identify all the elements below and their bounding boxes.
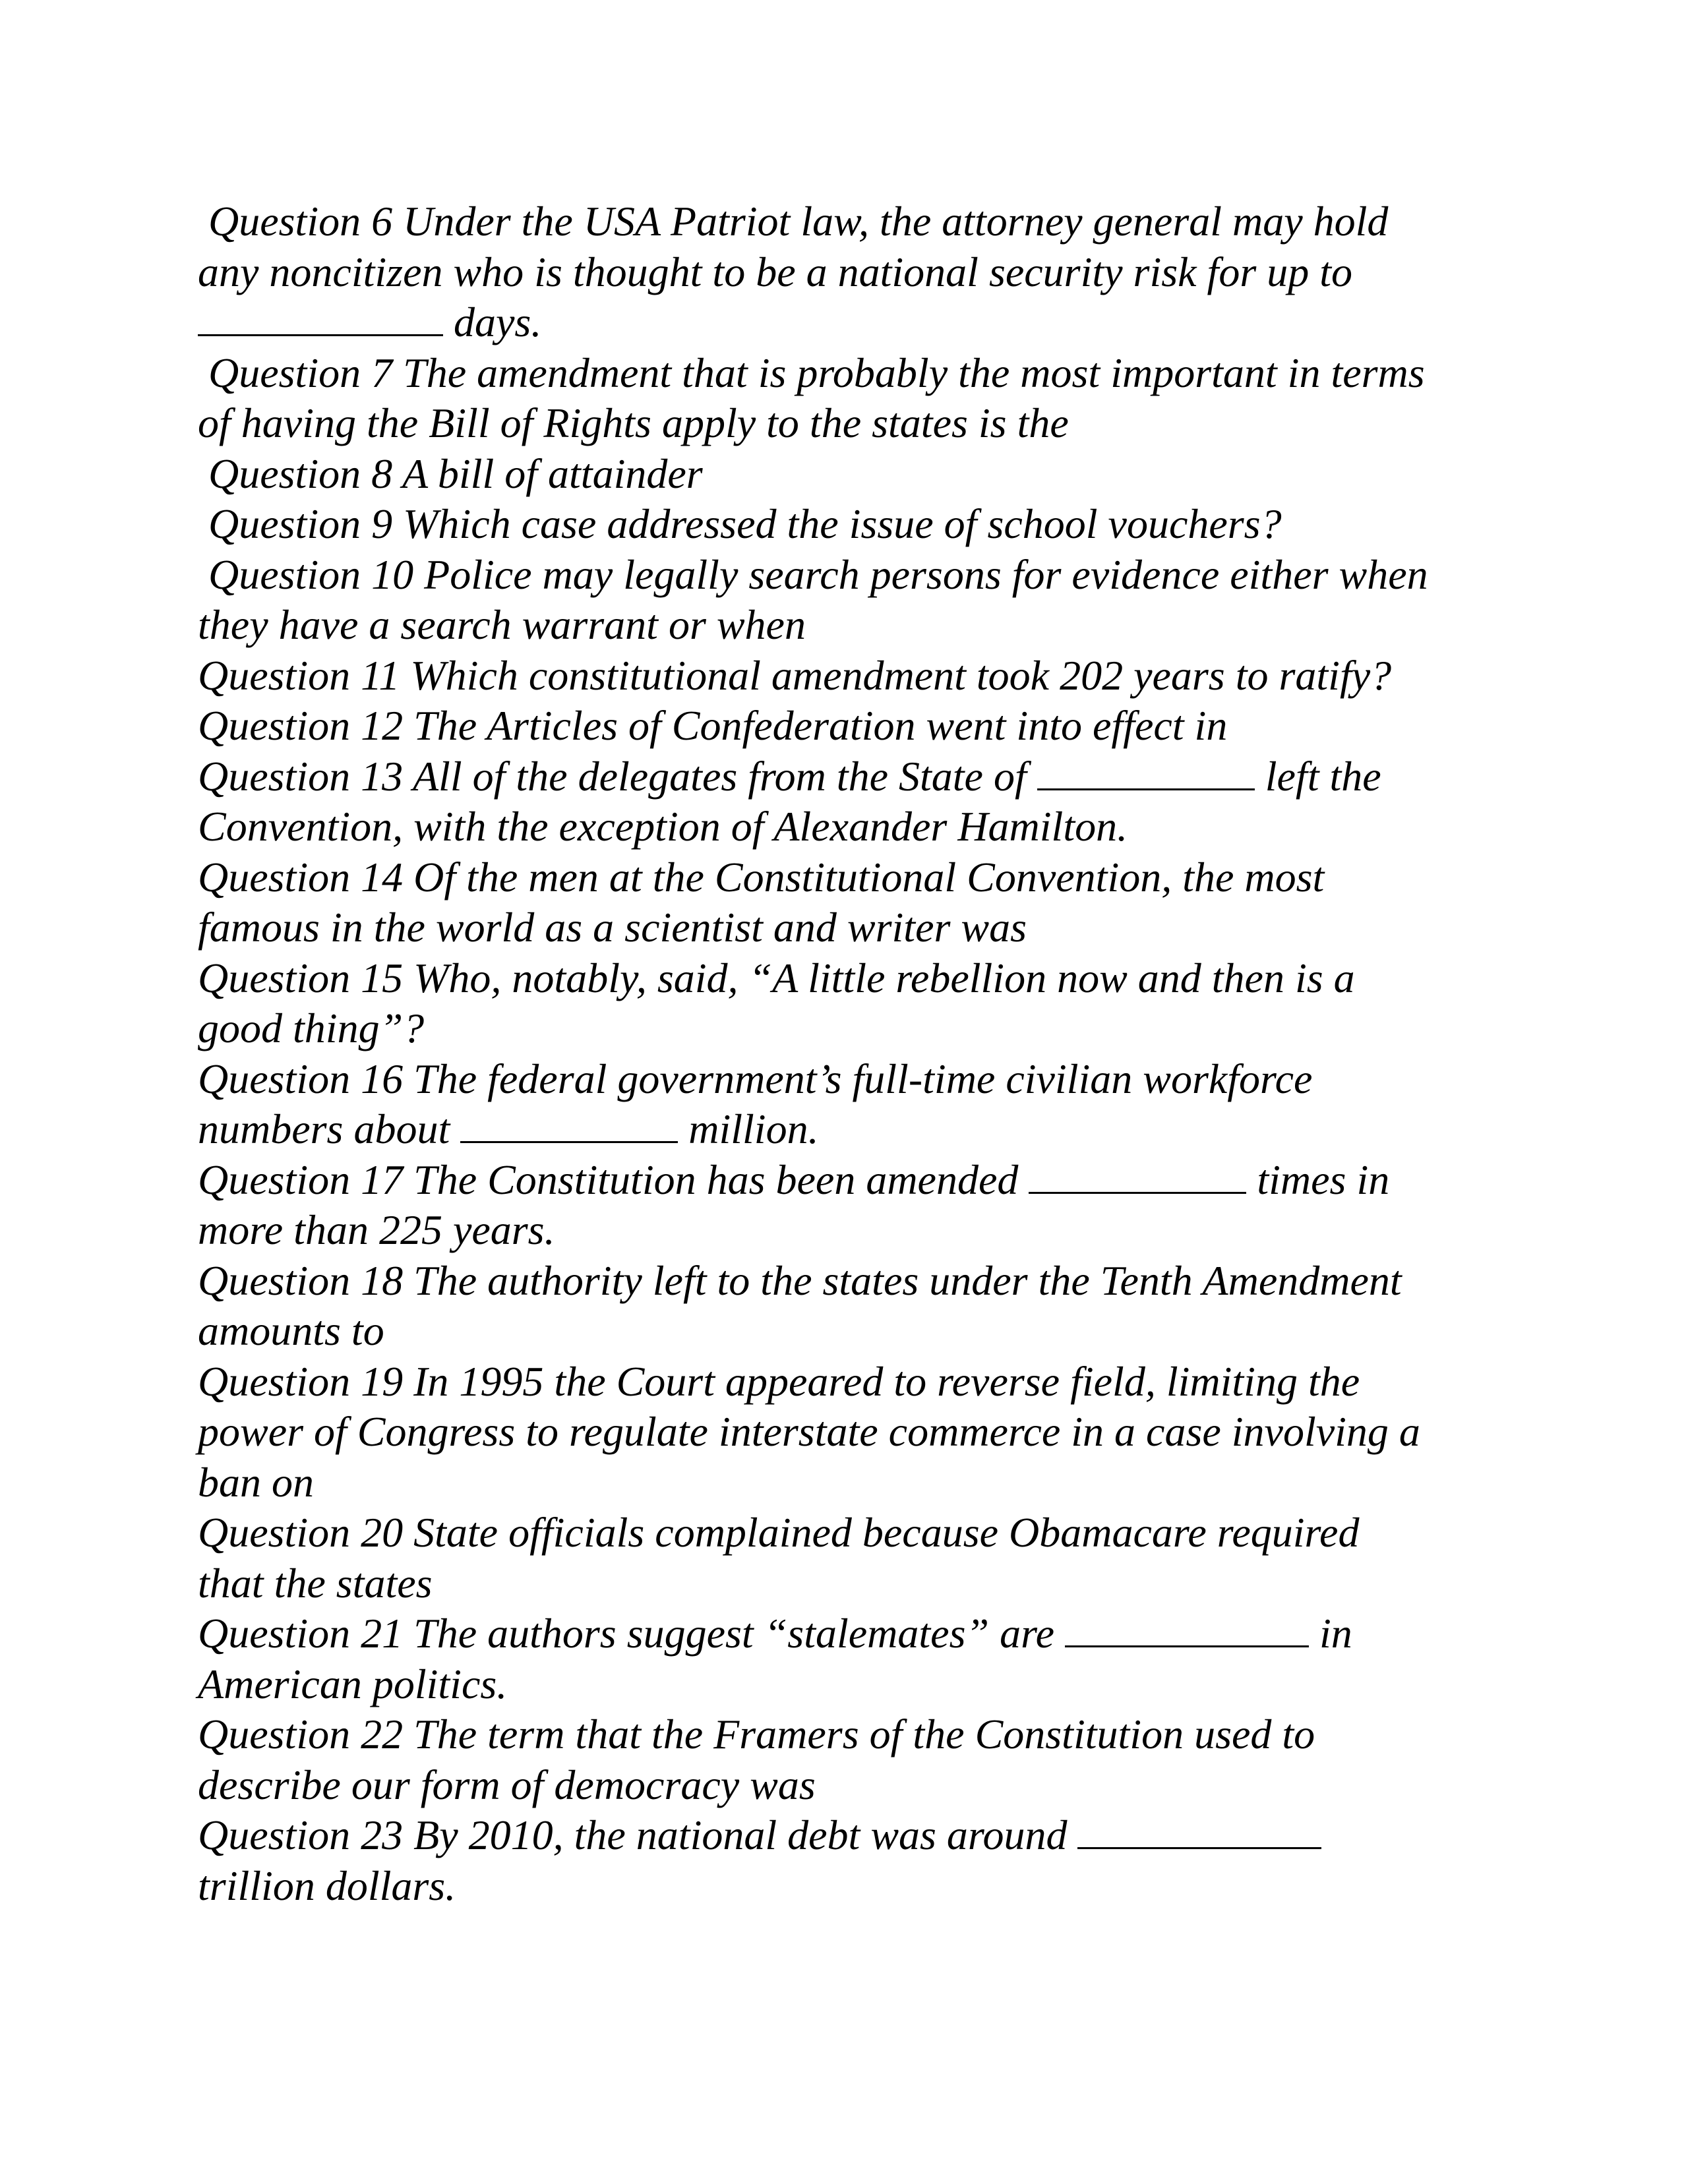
question-22-line-2: describe our form of democracy was xyxy=(198,1761,816,1808)
question-22-line-1: Question 22 The term that the Framers of the Constitution used to xyxy=(198,1711,1315,1757)
question-13-line-1 xyxy=(198,752,1510,802)
answer-blank xyxy=(1029,1158,1246,1193)
question-17-suffix: times in xyxy=(1246,1156,1390,1203)
answer-blank xyxy=(1037,754,1255,790)
question-21-line-1 xyxy=(198,1608,1510,1659)
question-23-line-2: trillion dollars. xyxy=(198,1862,456,1909)
question-list xyxy=(198,196,1510,1911)
question-11-line-1: Question 11 Which constitutional amendment took 202 years to ratify? xyxy=(198,651,1392,699)
question-16-line-2 xyxy=(198,1104,1510,1155)
question-16-suffix: million. xyxy=(678,1106,819,1152)
question-19-line-1: Question 19 In 1995 the Court appeared to reverse field, limiting the xyxy=(198,1357,1360,1405)
question-21-line-2: American politics. xyxy=(198,1660,508,1707)
question-18-line-2: amounts to xyxy=(198,1307,384,1354)
question-13-prefix: Question 13 All of the delegates from the State of xyxy=(198,752,1037,800)
question-9-line-1: Question 9 Which case addressed the issue of school vouchers? xyxy=(198,500,1282,547)
question-6-line-2: any noncitizen who is thought to be a national security risk for up to xyxy=(198,248,1352,295)
answer-blank xyxy=(198,301,443,336)
question-21-prefix: Question 21 The authors suggest “stalemates” are xyxy=(198,1610,1065,1657)
question-12-line-1: Question 12 The Articles of Confederation went into effect in xyxy=(198,702,1228,749)
question-15-line-2: good thing”? xyxy=(198,1005,425,1051)
question-21-suffix: in xyxy=(1309,1610,1352,1657)
question-7-line-1: Question 7 The amendment that is probably the most important in terms xyxy=(198,349,1425,396)
question-7-line-2: of having the Bill of Rights apply to the states is the xyxy=(198,399,1069,446)
answer-blank xyxy=(460,1107,678,1143)
question-23-prefix: Question 23 By 2010, the national debt was around xyxy=(198,1812,1078,1858)
question-15-line-1: Question 15 Who, notably, said, “A little rebellion now and then is a xyxy=(198,954,1355,1001)
question-20-line-1: Question 20 State officials complained because Obamacare required xyxy=(198,1509,1360,1556)
question-18-line-1: Question 18 The authority left to the states under the Tenth Amendment xyxy=(198,1256,1402,1304)
question-17-line-2: more than 225 years. xyxy=(198,1206,555,1253)
question-17-prefix: Question 17 The Constitution has been amended xyxy=(198,1156,1029,1203)
question-8-line-1: Question 8 A bill of attainder xyxy=(198,450,703,497)
question-20-line-2: that the states xyxy=(198,1559,433,1607)
question-19-line-3: ban on xyxy=(198,1458,314,1506)
question-10-line-1: Question 10 Police may legally search persons for evidence either when xyxy=(198,550,1428,598)
question-6-line-1: Question 6 Under the USA Patriot law, the attorney general may hold xyxy=(198,198,1389,245)
answer-blank xyxy=(1065,1612,1309,1647)
question-17-line-1 xyxy=(198,1155,1510,1206)
question-14-line-2: famous in the world as a scientist and writer was xyxy=(198,904,1027,951)
question-14-line-1: Question 14 Of the men at the Constitutional Convention, the most xyxy=(198,853,1325,900)
question-16-prefix: numbers about xyxy=(198,1106,461,1152)
question-6-suffix: days. xyxy=(443,299,542,345)
question-6-line-3 xyxy=(198,297,1510,348)
question-23-line-1 xyxy=(198,1810,1510,1861)
question-10-line-2: they have a search warrant or when xyxy=(198,601,806,648)
question-13-suffix: left the xyxy=(1254,752,1381,800)
question-16-line-1: Question 16 The federal government’s full-time civilian workforce xyxy=(198,1055,1313,1102)
question-19-line-2: power of Congress to regulate interstate commerce in a case involving a xyxy=(198,1408,1420,1455)
question-13-line-2: Convention, with the exception of Alexander Hamilton. xyxy=(198,803,1128,850)
answer-blank xyxy=(1077,1814,1321,1849)
